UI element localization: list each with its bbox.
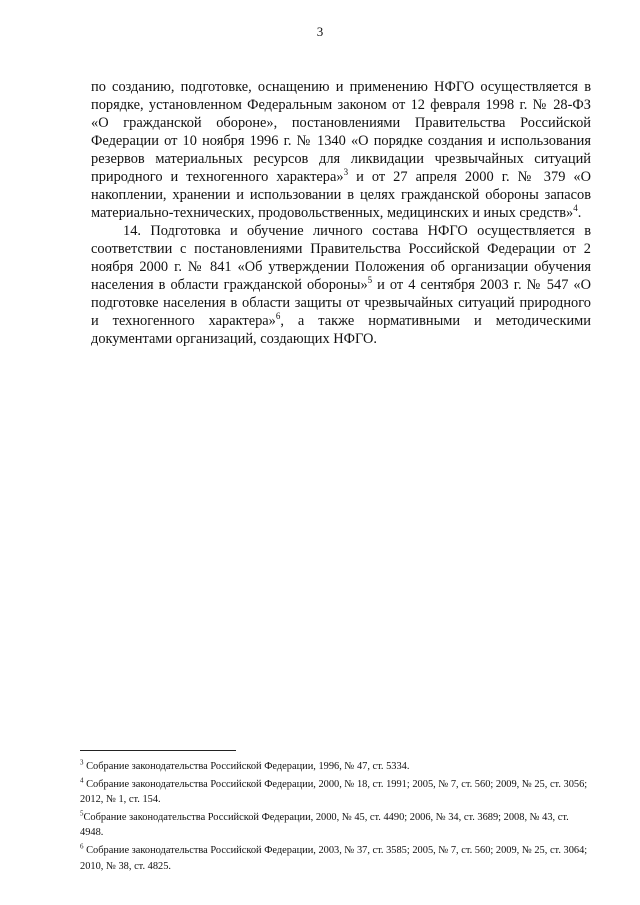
paragraph-text: , а также нормативными и методическими документами организаций, создающих НФГО. xyxy=(91,313,591,347)
footnote-ref: 5 xyxy=(367,275,373,286)
footnote-number: 5 xyxy=(80,809,84,818)
footnote-item xyxy=(80,843,592,874)
footnote-ref: 4 xyxy=(573,203,578,214)
paragraph-text: 14. Подготовка и обучение личного состава НФГО осуществляется в соответствии с постановлениями Правительства Российской Федерации от 2 ноября 2000 г. № 841 «Об утверждении Положения об организации обучения населения в области гражданской обороны» xyxy=(91,223,591,293)
paragraph-14 xyxy=(91,222,591,348)
paragraph-text: и от 4 сентября 2003 г. № 547 «О подготовке населения в области защиты от чрезвычайных ситуаций природного и техногенного характера» xyxy=(91,277,591,329)
document-body xyxy=(91,78,591,348)
paragraph-continuation xyxy=(91,78,591,222)
footnote-ref: 6 xyxy=(275,311,281,322)
footnote-text: Собрание законодательства Российской Федерации, 1996, № 47, ст. 5334. xyxy=(86,761,410,772)
footnote-ref: 3 xyxy=(343,167,349,178)
page-number: 3 xyxy=(316,24,324,39)
footnotes-section xyxy=(80,759,592,876)
footnote-item xyxy=(80,777,592,808)
paragraph-text: и от 27 апреля 2000 г. № 379 «О накоплении, хранении и использовании в целях гражданской обороны запасов материально-технических, продовольственных, медицинских и иных средств» xyxy=(91,169,592,221)
footnote-text: Собрание законодательства Российской Федерации, 2000, № 18, ст. 1991; 2005, № 7, ст. 560; 2009, № 25, ст. 3056; 2012, № 1, ст. 154. xyxy=(80,778,588,806)
footnote-number: 3 xyxy=(80,758,84,767)
footnote-text: Собрание законодательства Российской Федерации, 2003, № 37, ст. 3585; 2005, № 7, ст. 560; 2009, № 25, ст. 3064; 2010, № 38, ст. 4825. xyxy=(80,844,588,872)
footnote-number: 4 xyxy=(80,776,84,785)
footnote-item xyxy=(80,810,592,841)
paragraph-text: . xyxy=(577,205,582,221)
paragraph-text: по созданию, подготовке, оснащению и применению НФГО осуществляется в порядке, установленном Федеральным законом от 12 февраля 1998 г. № 28-ФЗ «О гражданской обороне», постановлениями Правительства Российской Федерации от 10 ноября 1996 г. № 1340 «О порядке создания и использования резервов материальных ресурсов для ликвидации чрезвычайных ситуаций природного и техногенного характера» xyxy=(91,79,591,185)
footnote-divider xyxy=(80,750,236,751)
footnote-number: 6 xyxy=(80,842,84,851)
footnote-item xyxy=(80,759,592,775)
footnote-text: Собрание законодательства Российской Федерации, 2000, № 45, ст. 4490; 2006, № 34, ст. 3689; 2008, № 43, ст. 4948. xyxy=(80,811,569,839)
